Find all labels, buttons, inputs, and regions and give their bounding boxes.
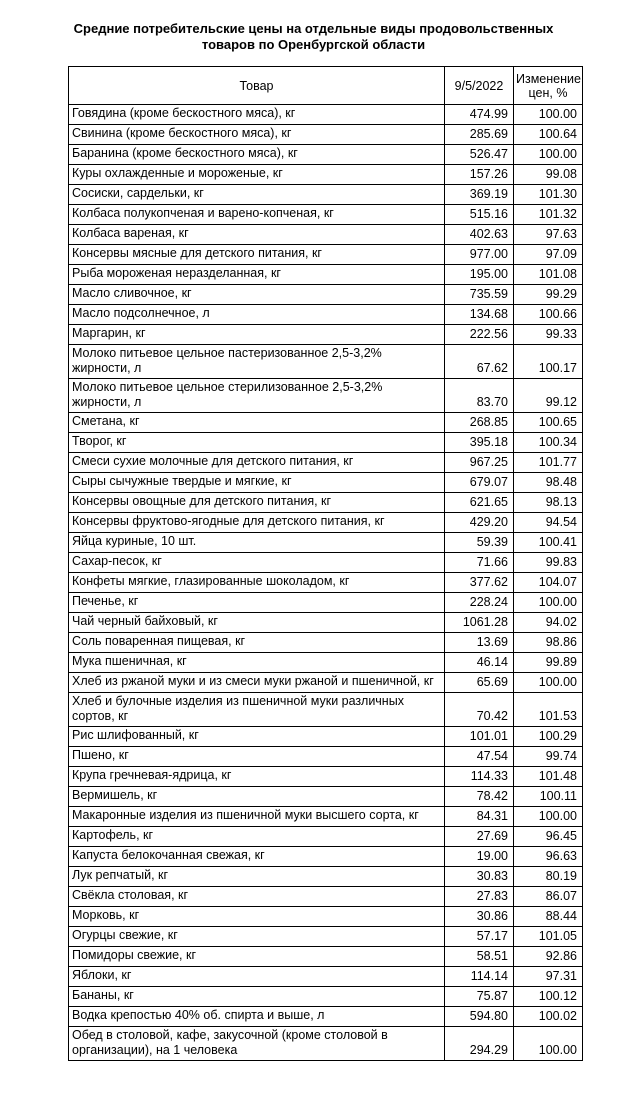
table-row bbox=[69, 927, 583, 947]
change-cell: 96.63 bbox=[514, 847, 583, 867]
price-cell: 268.85 bbox=[445, 413, 514, 433]
product-cell: Масло сливочное, кг bbox=[69, 285, 445, 305]
product-cell: Говядина (кроме бескостного мяса), кг bbox=[69, 105, 445, 125]
price-cell: 621.65 bbox=[445, 493, 514, 513]
product-cell: Чай черный байховый, кг bbox=[69, 613, 445, 633]
product-cell: Баранина (кроме бескостного мяса), кг bbox=[69, 145, 445, 165]
change-cell: 100.00 bbox=[514, 593, 583, 613]
price-cell: 195.00 bbox=[445, 265, 514, 285]
product-cell: Картофель, кг bbox=[69, 827, 445, 847]
table-row bbox=[69, 573, 583, 593]
price-cell: 369.19 bbox=[445, 185, 514, 205]
price-cell: 27.69 bbox=[445, 827, 514, 847]
table-row bbox=[69, 533, 583, 553]
product-cell: Творог, кг bbox=[69, 433, 445, 453]
price-cell: 114.33 bbox=[445, 767, 514, 787]
change-cell: 96.45 bbox=[514, 827, 583, 847]
price-cell: 78.42 bbox=[445, 787, 514, 807]
table-row bbox=[69, 947, 583, 967]
product-cell: Сметана, кг bbox=[69, 413, 445, 433]
price-cell: 157.26 bbox=[445, 165, 514, 185]
change-cell: 80.19 bbox=[514, 867, 583, 887]
change-cell: 101.48 bbox=[514, 767, 583, 787]
table-row bbox=[69, 473, 583, 493]
price-cell: 30.83 bbox=[445, 867, 514, 887]
product-cell: Свёкла столовая, кг bbox=[69, 887, 445, 907]
product-cell: Свинина (кроме бескостного мяса), кг bbox=[69, 125, 445, 145]
table-row bbox=[69, 305, 583, 325]
change-cell: 100.34 bbox=[514, 433, 583, 453]
change-cell: 99.83 bbox=[514, 553, 583, 573]
product-cell: Лук репчатый, кг bbox=[69, 867, 445, 887]
product-cell: Конфеты мягкие, глазированные шоколадом, кг bbox=[69, 573, 445, 593]
price-cell: 594.80 bbox=[445, 1007, 514, 1027]
change-cell: 97.09 bbox=[514, 245, 583, 265]
change-cell: 99.08 bbox=[514, 165, 583, 185]
change-cell: 100.65 bbox=[514, 413, 583, 433]
product-cell: Молоко питьевое цельное пастеризованное 2,5-3,2% жирности, л bbox=[69, 345, 445, 379]
table-row bbox=[69, 493, 583, 513]
product-cell: Маргарин, кг bbox=[69, 325, 445, 345]
change-cell: 101.32 bbox=[514, 205, 583, 225]
change-cell: 100.66 bbox=[514, 305, 583, 325]
price-cell: 1061.28 bbox=[445, 613, 514, 633]
product-cell: Соль поваренная пищевая, кг bbox=[69, 633, 445, 653]
price-cell: 70.42 bbox=[445, 693, 514, 727]
price-cell: 679.07 bbox=[445, 473, 514, 493]
change-cell: 100.02 bbox=[514, 1007, 583, 1027]
table-row bbox=[69, 673, 583, 693]
product-cell: Колбаса полукопченая и варено-копченая, кг bbox=[69, 205, 445, 225]
change-cell: 100.64 bbox=[514, 125, 583, 145]
table-header bbox=[69, 67, 583, 105]
price-cell: 83.70 bbox=[445, 379, 514, 413]
table-row bbox=[69, 185, 583, 205]
table-row bbox=[69, 693, 583, 727]
product-cell: Макаронные изделия из пшеничной муки высшего сорта, кг bbox=[69, 807, 445, 827]
table-row bbox=[69, 285, 583, 305]
price-cell: 429.20 bbox=[445, 513, 514, 533]
price-cell: 27.83 bbox=[445, 887, 514, 907]
table-row bbox=[69, 807, 583, 827]
product-cell: Пшено, кг bbox=[69, 747, 445, 767]
table-row bbox=[69, 907, 583, 927]
change-cell: 99.74 bbox=[514, 747, 583, 767]
price-cell: 134.68 bbox=[445, 305, 514, 325]
product-cell: Капуста белокочанная свежая, кг bbox=[69, 847, 445, 867]
table-row bbox=[69, 513, 583, 533]
change-cell: 98.86 bbox=[514, 633, 583, 653]
table-row bbox=[69, 105, 583, 125]
change-cell: 100.00 bbox=[514, 807, 583, 827]
product-cell: Обед в столовой, кафе, закусочной (кроме столовой в организации), на 1 человека bbox=[69, 1027, 445, 1061]
product-cell: Яйца куриные, 10 шт. bbox=[69, 533, 445, 553]
change-cell: 101.05 bbox=[514, 927, 583, 947]
price-cell: 75.87 bbox=[445, 987, 514, 1007]
price-cell: 84.31 bbox=[445, 807, 514, 827]
table-row bbox=[69, 987, 583, 1007]
change-cell: 100.17 bbox=[514, 345, 583, 379]
price-cell: 19.00 bbox=[445, 847, 514, 867]
change-cell: 100.11 bbox=[514, 787, 583, 807]
product-cell: Консервы фруктово-ягодные для детского питания, кг bbox=[69, 513, 445, 533]
change-cell: 101.30 bbox=[514, 185, 583, 205]
change-cell: 98.48 bbox=[514, 473, 583, 493]
table-row bbox=[69, 613, 583, 633]
product-cell: Консервы мясные для детского питания, кг bbox=[69, 245, 445, 265]
product-cell: Яблоки, кг bbox=[69, 967, 445, 987]
product-cell: Масло подсолнечное, л bbox=[69, 305, 445, 325]
price-cell: 71.66 bbox=[445, 553, 514, 573]
price-cell: 57.17 bbox=[445, 927, 514, 947]
table-row bbox=[69, 747, 583, 767]
table-row bbox=[69, 165, 583, 185]
product-cell: Консервы овощные для детского питания, кг bbox=[69, 493, 445, 513]
price-cell: 47.54 bbox=[445, 747, 514, 767]
price-cell: 735.59 bbox=[445, 285, 514, 305]
change-cell: 101.77 bbox=[514, 453, 583, 473]
change-cell: 100.29 bbox=[514, 727, 583, 747]
change-cell: 92.86 bbox=[514, 947, 583, 967]
change-cell: 100.12 bbox=[514, 987, 583, 1007]
product-cell: Сахар-песок, кг bbox=[69, 553, 445, 573]
table-row bbox=[69, 379, 583, 413]
product-cell: Смеси сухие молочные для детского питания, кг bbox=[69, 453, 445, 473]
change-cell: 100.00 bbox=[514, 105, 583, 125]
table-row bbox=[69, 225, 583, 245]
price-cell: 13.69 bbox=[445, 633, 514, 653]
table-row bbox=[69, 1027, 583, 1061]
product-cell: Мука пшеничная, кг bbox=[69, 653, 445, 673]
price-table bbox=[68, 66, 583, 1061]
price-cell: 285.69 bbox=[445, 125, 514, 145]
table-row bbox=[69, 767, 583, 787]
table-row bbox=[69, 145, 583, 165]
product-cell: Молоко питьевое цельное стерилизованное 2,5-3,2% жирности, л bbox=[69, 379, 445, 413]
table-row bbox=[69, 1007, 583, 1027]
change-cell: 100.00 bbox=[514, 145, 583, 165]
price-cell: 977.00 bbox=[445, 245, 514, 265]
product-cell: Хлеб из ржаной муки и из смеси муки ржаной и пшеничной, кг bbox=[69, 673, 445, 693]
header-row bbox=[69, 67, 583, 105]
col-header-change: Изменение цен, % bbox=[514, 67, 583, 105]
table-row bbox=[69, 345, 583, 379]
price-cell: 59.39 bbox=[445, 533, 514, 553]
table-row bbox=[69, 265, 583, 285]
table-row bbox=[69, 653, 583, 673]
table-row bbox=[69, 867, 583, 887]
table-row bbox=[69, 967, 583, 987]
table-row bbox=[69, 887, 583, 907]
price-cell: 46.14 bbox=[445, 653, 514, 673]
price-cell: 222.56 bbox=[445, 325, 514, 345]
change-cell: 100.41 bbox=[514, 533, 583, 553]
table-row bbox=[69, 245, 583, 265]
col-header-date: 9/5/2022 bbox=[445, 67, 514, 105]
price-cell: 228.24 bbox=[445, 593, 514, 613]
price-cell: 402.63 bbox=[445, 225, 514, 245]
change-cell: 99.12 bbox=[514, 379, 583, 413]
table-row bbox=[69, 727, 583, 747]
product-cell: Огурцы свежие, кг bbox=[69, 927, 445, 947]
change-cell: 88.44 bbox=[514, 907, 583, 927]
table-row bbox=[69, 553, 583, 573]
change-cell: 100.00 bbox=[514, 1027, 583, 1061]
table-body bbox=[69, 105, 583, 1061]
product-cell: Печенье, кг bbox=[69, 593, 445, 613]
change-cell: 98.13 bbox=[514, 493, 583, 513]
change-cell: 94.54 bbox=[514, 513, 583, 533]
change-cell: 99.89 bbox=[514, 653, 583, 673]
product-cell: Рис шлифованный, кг bbox=[69, 727, 445, 747]
product-cell: Сыры сычужные твердые и мягкие, кг bbox=[69, 473, 445, 493]
table-row bbox=[69, 413, 583, 433]
product-cell: Хлеб и булочные изделия из пшеничной муки различных сортов, кг bbox=[69, 693, 445, 727]
change-cell: 97.31 bbox=[514, 967, 583, 987]
change-cell: 94.02 bbox=[514, 613, 583, 633]
product-cell: Морковь, кг bbox=[69, 907, 445, 927]
table-row bbox=[69, 847, 583, 867]
price-cell: 474.99 bbox=[445, 105, 514, 125]
price-cell: 114.14 bbox=[445, 967, 514, 987]
change-cell: 86.07 bbox=[514, 887, 583, 907]
price-cell: 377.62 bbox=[445, 573, 514, 593]
table-row bbox=[69, 787, 583, 807]
table-row bbox=[69, 827, 583, 847]
product-cell: Помидоры свежие, кг bbox=[69, 947, 445, 967]
table-row bbox=[69, 453, 583, 473]
product-cell: Водка крепостью 40% об. спирта и выше, л bbox=[69, 1007, 445, 1027]
table-row bbox=[69, 433, 583, 453]
table-row bbox=[69, 633, 583, 653]
price-cell: 30.86 bbox=[445, 907, 514, 927]
change-cell: 99.33 bbox=[514, 325, 583, 345]
change-cell: 99.29 bbox=[514, 285, 583, 305]
table-row bbox=[69, 325, 583, 345]
price-cell: 526.47 bbox=[445, 145, 514, 165]
price-cell: 294.29 bbox=[445, 1027, 514, 1061]
price-cell: 67.62 bbox=[445, 345, 514, 379]
product-cell: Куры охлажденные и мороженые, кг bbox=[69, 165, 445, 185]
col-header-product: Товар bbox=[69, 67, 445, 105]
product-cell: Рыба мороженая неразделанная, кг bbox=[69, 265, 445, 285]
price-cell: 58.51 bbox=[445, 947, 514, 967]
product-cell: Вермишель, кг bbox=[69, 787, 445, 807]
price-cell: 65.69 bbox=[445, 673, 514, 693]
price-cell: 515.16 bbox=[445, 205, 514, 225]
price-cell: 101.01 bbox=[445, 727, 514, 747]
change-cell: 104.07 bbox=[514, 573, 583, 593]
page-title: Средние потребительские цены на отдельные виды продовольственных товаров по Оренбургской области bbox=[73, 21, 554, 52]
product-cell: Крупа гречневая-ядрица, кг bbox=[69, 767, 445, 787]
product-cell: Колбаса вареная, кг bbox=[69, 225, 445, 245]
change-cell: 101.08 bbox=[514, 265, 583, 285]
table-row bbox=[69, 125, 583, 145]
change-cell: 100.00 bbox=[514, 673, 583, 693]
product-cell: Сосиски, сардельки, кг bbox=[69, 185, 445, 205]
price-cell: 395.18 bbox=[445, 433, 514, 453]
change-cell: 97.63 bbox=[514, 225, 583, 245]
change-cell: 101.53 bbox=[514, 693, 583, 727]
table-row bbox=[69, 593, 583, 613]
product-cell: Бананы, кг bbox=[69, 987, 445, 1007]
price-cell: 967.25 bbox=[445, 453, 514, 473]
table-row bbox=[69, 205, 583, 225]
